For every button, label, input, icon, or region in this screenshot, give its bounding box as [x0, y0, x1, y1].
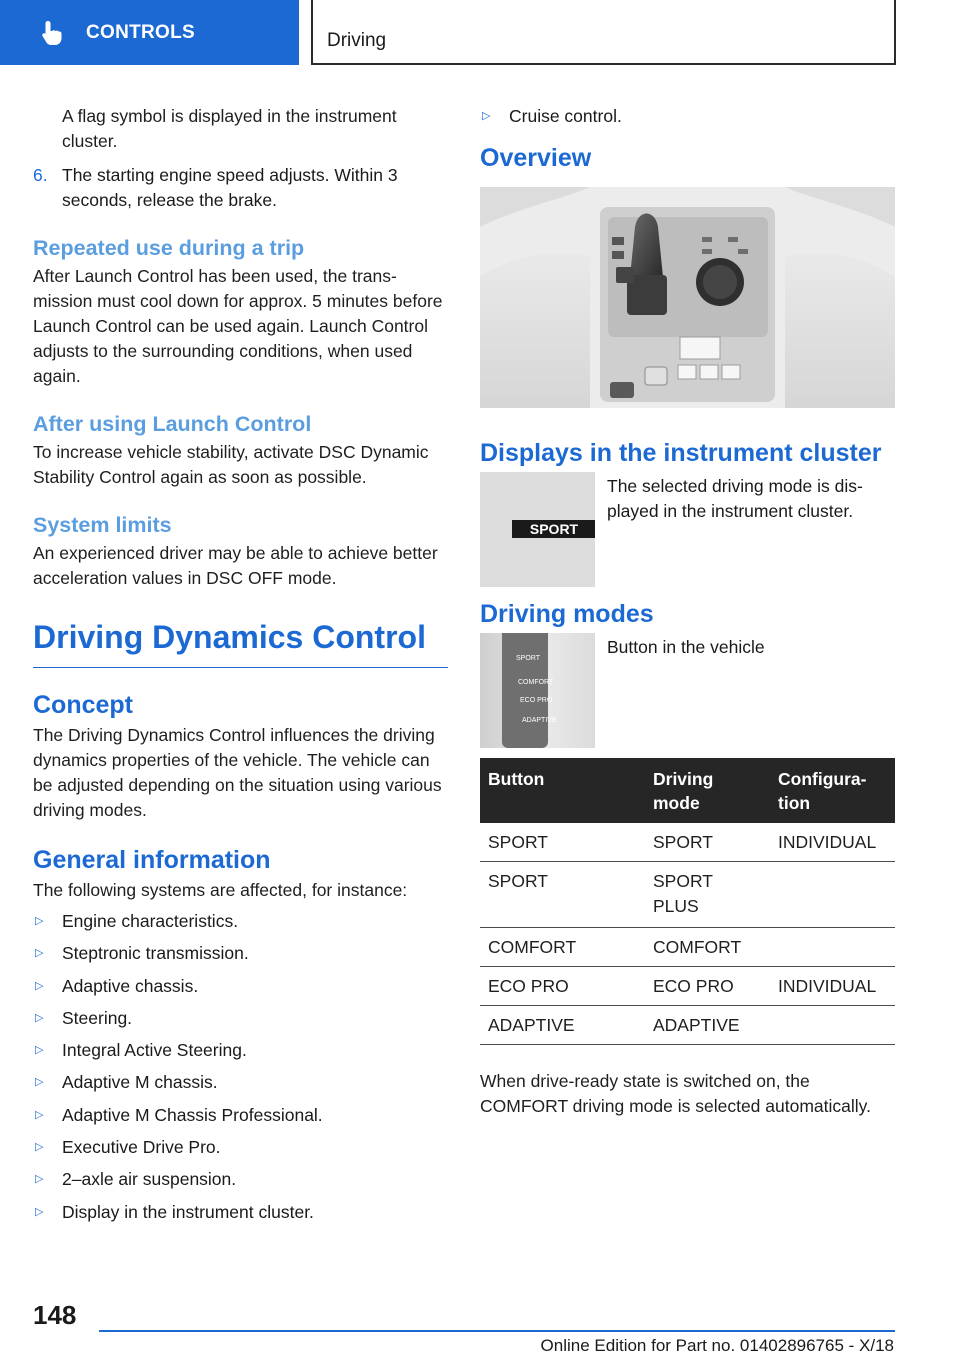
list-item: ▷ Display in the instrument cluster. — [33, 1200, 448, 1225]
center-console-photo — [480, 187, 895, 408]
heading-overview: Overview — [480, 144, 592, 172]
section-label: CONTROLS — [86, 21, 196, 43]
right-column — [480, 100, 895, 1119]
table-cell: INDIVIDUAL — [770, 823, 895, 862]
list-item: ▷ Integral Active Steering. — [33, 1038, 448, 1063]
table-row — [480, 928, 895, 967]
repeated-use-text: After Launch Control has been used, the transmission must cool down for approx. 5 minutes before Launch Control can be used again. Launch Control adjusts to the surrounding conditions, when used again. — [33, 266, 443, 386]
after-launch-text: To increase vehicle stability, activate DSC Dynamic Stability Control again as soon as possible. — [33, 442, 429, 487]
general-information-text: The following systems are affected, for instance: — [33, 880, 408, 900]
table-cell: COMFORT — [480, 928, 645, 967]
page-number: 148 — [33, 1300, 77, 1330]
table-cell: SPORT PLUS — [645, 862, 770, 928]
concept-text: The Driving Dynamics Control influences the driving dynamics properties of the vehicle. The vehicle can be adjusted depending on the situation using various driving modes. — [33, 725, 442, 820]
table-cell: SPORT — [480, 823, 645, 862]
list-item: ▷ Engine characteristics. — [33, 909, 448, 934]
triangle-bullet-icon: ▷ — [35, 1108, 44, 1121]
table-cell: ECO PRO — [480, 967, 645, 1006]
triangle-bullet-icon: ▷ — [35, 1044, 44, 1057]
table-cell: SPORT — [480, 862, 645, 928]
chapter-label: Driving — [327, 30, 387, 51]
mode-label: ECO PRO — [520, 697, 553, 704]
triangle-bullet-icon: ▷ — [35, 915, 44, 927]
mode-buttons-image — [480, 633, 595, 748]
affected-systems-list — [33, 909, 448, 1225]
heading-repeated-use: Repeated use during a trip — [33, 236, 305, 260]
table-row — [480, 967, 895, 1006]
table-cell: ADAPTIVE — [645, 1006, 770, 1045]
header-section-tab[interactable] — [0, 0, 299, 65]
table-cell — [770, 928, 895, 967]
step-text: The starting engine speed adjusts. Within 3 seconds, release the brake. — [62, 165, 398, 210]
column-header: Driving mode — [645, 758, 770, 823]
heading-system-limits: System limits — [33, 513, 172, 537]
button-strip — [502, 633, 548, 748]
triangle-bullet-icon: ▷ — [35, 1173, 44, 1186]
step-6 — [33, 163, 448, 213]
triangle-bullet-icon: ▷ — [35, 1011, 44, 1024]
footer-divider — [99, 1330, 895, 1332]
displays-figure-row — [480, 472, 895, 587]
triangle-bullet-icon: ▷ — [35, 1205, 44, 1218]
heading-driving-modes: Driving modes — [480, 600, 654, 628]
sport-display-image — [480, 472, 595, 587]
column-header: Button — [480, 758, 645, 823]
table-cell: SPORT — [645, 823, 770, 862]
chapter-title: Driving Dynamics Control — [33, 617, 448, 668]
list-item: ▷ Adaptive chassis. — [33, 974, 448, 999]
table-cell: INDIVIDUAL — [770, 967, 895, 1006]
list-item: ▷ Steering. — [33, 1006, 448, 1031]
table-cell: ADAPTIVE — [480, 1006, 645, 1045]
table-cell — [770, 862, 895, 928]
triangle-bullet-icon: ▷ — [35, 1141, 44, 1154]
heading-general-information: General information — [33, 846, 271, 874]
closing-text: When drive-ready state is switched on, the COMFORT driving mode is selected automatically. — [480, 1071, 871, 1116]
table-row — [480, 1006, 895, 1045]
sport-badge: SPORT — [512, 520, 595, 538]
table-cell: ECO PRO — [645, 967, 770, 1006]
triangle-bullet-icon: ▷ — [35, 979, 44, 992]
system-limits-text: An experienced driver may be able to achieve better acceleration values in DSC OFF mode. — [33, 543, 438, 588]
modes-figure-row — [480, 633, 895, 748]
table-cell — [770, 1006, 895, 1045]
step-number: 6. — [33, 165, 48, 185]
cruise-list — [480, 104, 895, 129]
mode-label: ADAPTIVE — [522, 717, 557, 724]
table-row — [480, 823, 895, 862]
table-row — [480, 862, 895, 928]
heading-displays: Displays in the instrument cluster — [480, 439, 882, 467]
list-item: ▷ Steptronic transmission. — [33, 941, 448, 966]
triangle-bullet-icon: ▷ — [35, 1076, 44, 1089]
modes-text: Button in the vehicle — [607, 637, 765, 657]
list-item: ▷ Adaptive M Chassis Professional. — [33, 1103, 448, 1128]
intro-line: A flag symbol is displayed in the instrument cluster. — [62, 106, 397, 151]
mode-label: COMFORT — [518, 679, 554, 686]
column-header: Configuration — [770, 758, 895, 823]
heading-after-launch: After using Launch Control — [33, 412, 312, 436]
list-item: ▷ Adaptive M chassis. — [33, 1070, 448, 1095]
list-item: ▷ 2–axle air suspension. — [33, 1167, 448, 1192]
heading-concept: Concept — [33, 691, 133, 719]
hand-pointer-icon — [38, 19, 66, 47]
triangle-bullet-icon: ▷ — [482, 110, 491, 122]
displays-text: The selected driving mode is displayed in the instrument cluster. — [607, 476, 863, 521]
list-item: ▷ Cruise control. — [480, 104, 895, 129]
driving-modes-table — [480, 758, 895, 1045]
triangle-bullet-icon: ▷ — [35, 947, 44, 960]
left-column — [33, 100, 448, 1232]
table-header-row — [480, 758, 895, 823]
table-cell: COMFORT — [645, 928, 770, 967]
edition-text: Online Edition for Part no. 01402896765 - X/18 — [540, 1336, 894, 1355]
list-item: ▷ Executive Drive Pro. — [33, 1135, 448, 1160]
mode-label: SPORT — [516, 655, 540, 662]
header-chapter-box — [311, 0, 896, 65]
